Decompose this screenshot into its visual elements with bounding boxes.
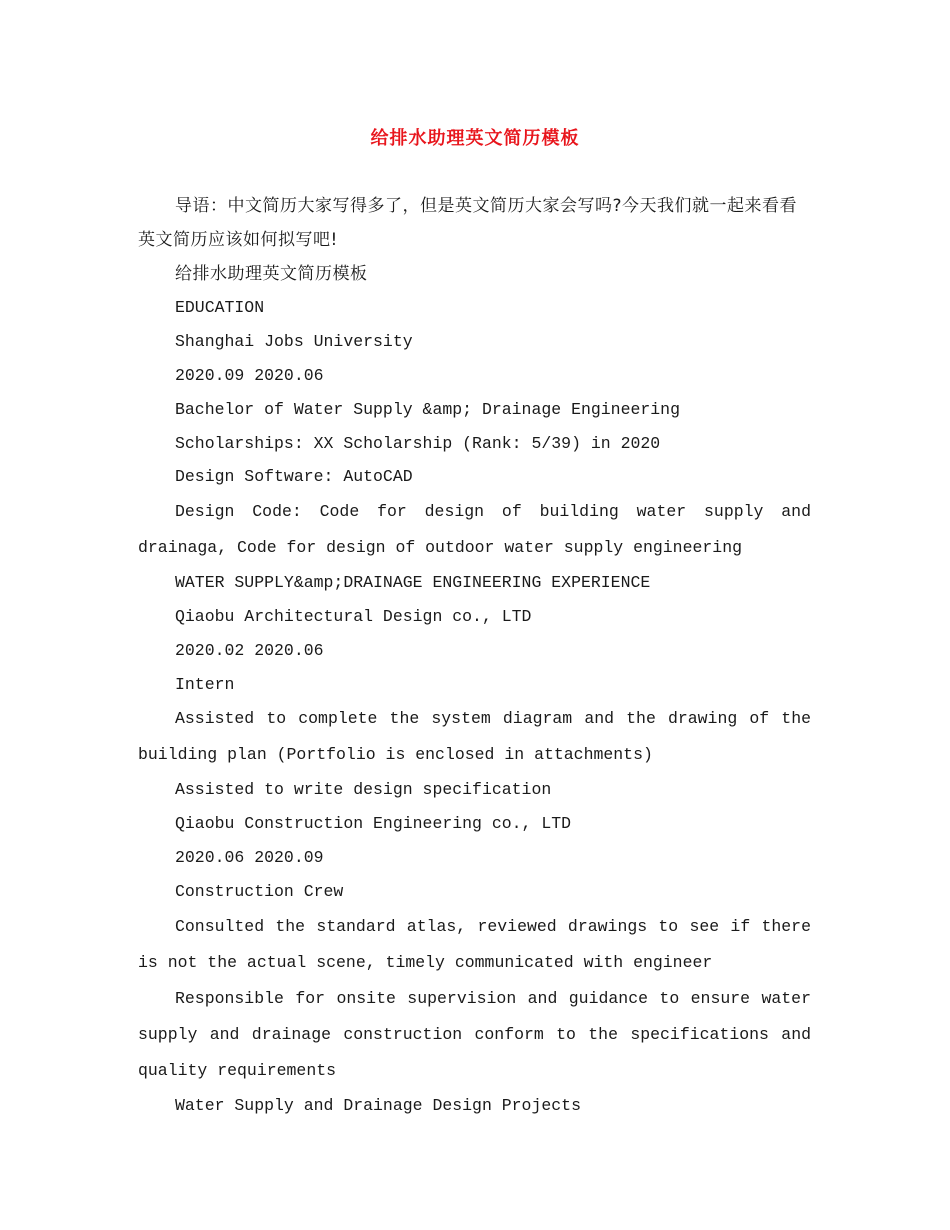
employer-2-duty-2: Responsible for onsite supervision and guidance to ensure water supply and drainage construction conform to the specifications and quality requirements bbox=[138, 988, 811, 1080]
intro-paragraph: 导语：中文简历大家写得多了，但是英文简历大家会写吗?今天我们就一起来看看英文简历应该如何拟写吧! bbox=[138, 196, 798, 250]
employer-1-role: Intern bbox=[175, 674, 235, 694]
resume-heading: 给排水助理英文简历模板 bbox=[175, 263, 368, 284]
degree: Bachelor of Water Supply &amp; Drainage Engineering bbox=[175, 399, 680, 419]
design-software: Design Software: AutoCAD bbox=[175, 467, 413, 487]
document-body bbox=[138, 190, 811, 1122]
section-heading-education: EDUCATION bbox=[175, 298, 265, 318]
employer-2-dates: 2020.06 2020.09 bbox=[175, 847, 324, 867]
section-heading-projects: Water Supply and Drainage Design Projects bbox=[175, 1095, 581, 1115]
scholarships: Scholarships: XX Scholarship (Rank: 5/39) in 2020 bbox=[175, 433, 661, 453]
design-code: Design Code: Code for design of building water supply and drainaga, Code for design of outdoor water supply engineering bbox=[138, 502, 811, 558]
section-heading-experience: WATER SUPPLY&amp;DRAINAGE ENGINEERING EXPERIENCE bbox=[175, 573, 651, 593]
document-title: 给排水助理英文简历模板 bbox=[370, 128, 580, 149]
employer-2-duty-1: Consulted the standard atlas, reviewed drawings to see if there is not the actual scene, timely communicated with engineer bbox=[138, 916, 811, 972]
employer-1-dates: 2020.02 2020.06 bbox=[175, 640, 324, 660]
employer-1-duty-1: Assisted to complete the system diagram and the drawing of the building plan (Portfolio is enclosed in attachments) bbox=[138, 709, 811, 765]
university-name: Shanghai Jobs University bbox=[175, 332, 413, 352]
education-dates: 2020.09 2020.06 bbox=[175, 365, 324, 385]
employer-1-duty-2: Assisted to write design specification bbox=[175, 780, 552, 800]
employer-2: Qiaobu Construction Engineering co., LTD bbox=[175, 814, 572, 834]
employer-2-role: Construction Crew bbox=[175, 881, 344, 901]
employer-1: Qiaobu Architectural Design co., LTD bbox=[175, 606, 532, 626]
